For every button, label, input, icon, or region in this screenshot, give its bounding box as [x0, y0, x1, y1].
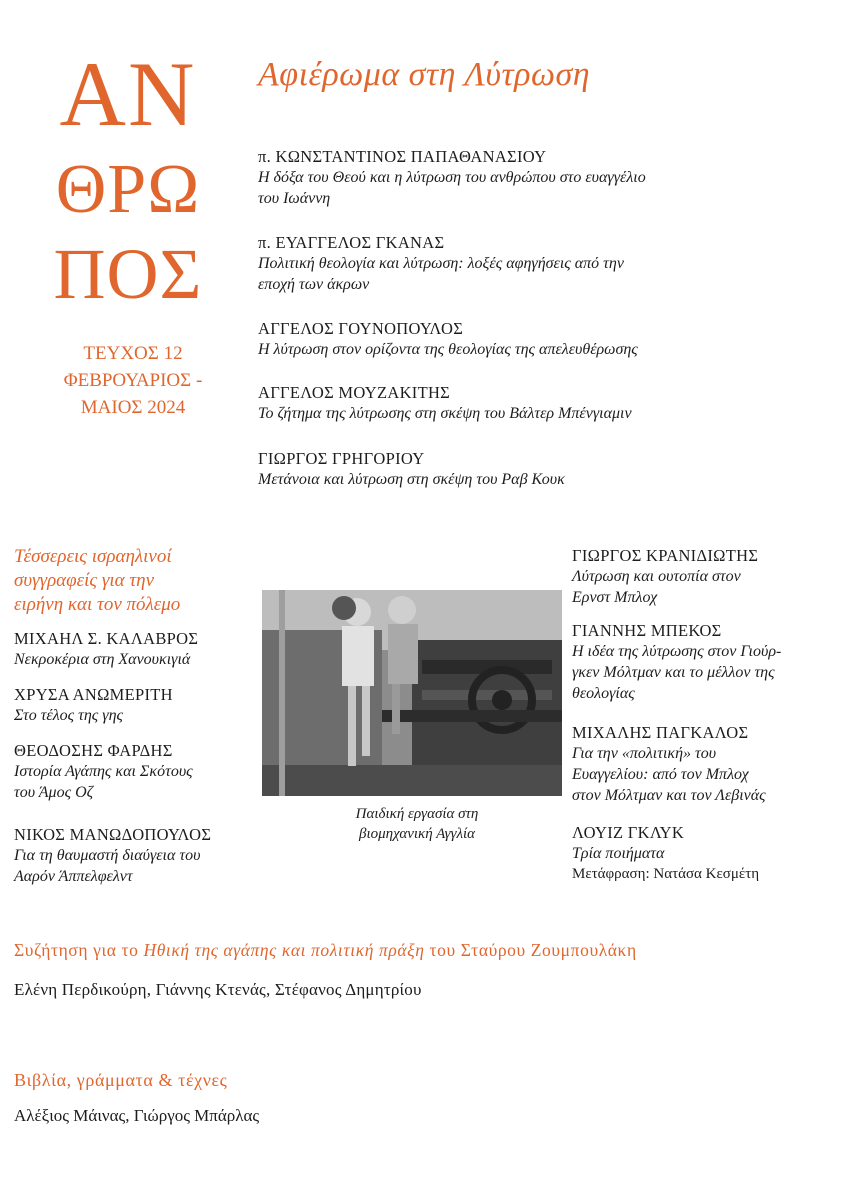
toc-entry	[14, 740, 256, 803]
entry-author: ΓΙΩΡΓΟΣ ΓΡΗΓΟΡΙΟΥ	[258, 449, 425, 468]
discussion-book: Ηθική της αγάπης και πολιτική πράξη	[143, 940, 425, 960]
entry-title-cont: Ευαγγελίου: από τον Μπλοχ	[572, 766, 749, 783]
entry-author: ΝΙΚΟΣ ΜΑΝΩΔΟΠΟΥΛΟΣ	[14, 825, 212, 844]
masthead-line-2: ΘΡΩ	[55, 151, 201, 228]
discussion-prefix: Συζήτηση για το	[14, 940, 144, 960]
issue-number: ΤΕΥΧΟΣ 12	[83, 343, 183, 364]
books-authors: Αλέξιος Μάινας, Γιώργος Μπάρλας	[14, 1106, 260, 1125]
entry-author: ΓΙΑΝΝΗΣ ΜΠΕΚΟΣ	[572, 621, 722, 640]
heading-line: συγγραφείς για την	[14, 570, 155, 591]
toc-entry	[258, 232, 818, 295]
toc-entry	[258, 318, 818, 360]
entry-title: Η λύτρωση στον ορίζοντα της θεολογίας της απελευθέρωσης	[258, 341, 638, 358]
photo-caption	[322, 804, 512, 844]
entry-title: Η δόξα του Θεού και η λύτρωση του ανθρώπου στο ευαγγέλιο	[258, 169, 646, 186]
discussion-participants: Ελένη Περδικούρη, Γιάννης Κτενάς, Στέφανος Δημητρίου	[14, 980, 422, 999]
entry-title-cont: του Άμος Οζ	[14, 784, 94, 801]
toc-entry	[258, 448, 818, 490]
left-section-heading	[14, 545, 254, 617]
entry-title-cont: εποχή των άκρων	[258, 276, 370, 293]
entry-author: ΜΙΧΑΗΛ Σ. ΚΑΛΑΒΡΟΣ	[14, 629, 199, 648]
discussion-title	[14, 940, 637, 961]
toc-entry	[572, 722, 820, 806]
issue-info	[58, 340, 208, 421]
toc-entry	[572, 822, 820, 885]
entry-title: Νεκροκέρια στη Χανουκιγιά	[14, 651, 191, 668]
toc-entry	[572, 545, 820, 608]
child-labour-photo	[262, 590, 562, 796]
entry-author: ΓΙΩΡΓΟΣ ΚΡΑΝΙΔΙΩΤΗΣ	[572, 546, 759, 565]
translator-note: Μετάφραση: Νατάσα Κεσμέτη	[572, 866, 760, 882]
entry-title-cont: Ααρόν Άππελφελντ	[14, 868, 133, 885]
entry-title: Πολιτική θεολογία και λύτρωση: λοξές αφηγήσεις από την	[258, 255, 624, 272]
entry-title: Η ιδέα της λύτρωσης στον Γιούρ-	[572, 643, 782, 660]
entry-author: ΑΓΓΕΛΟΣ ΜΟΥΖΑΚΙΤΗΣ	[258, 383, 451, 402]
section-title: Αφιέρωμα στη Λύτρωση	[258, 56, 591, 93]
entry-title-cont: γκεν Μόλτμαν και το μέλλον της	[572, 664, 775, 681]
entry-author: ΧΡΥΣΑ ΑΝΩΜΕΡΙΤΗ	[14, 685, 173, 704]
entry-title: Για τη θαυμαστή διαύγεια του	[14, 847, 201, 864]
heading-line: ειρήνη και τον πόλεμο	[14, 594, 181, 615]
masthead-line-3: ΠΟΣ	[53, 234, 203, 314]
toc-entry	[14, 824, 256, 887]
masthead-line-1: ΑΝ	[59, 43, 197, 145]
entry-title-cont: του Ιωάννη	[258, 190, 331, 207]
entry-author: ΛΟΥΙΖ ΓΚΛΥΚ	[572, 823, 685, 842]
toc-entry	[14, 684, 254, 726]
entry-author: ΑΓΓΕΛΟΣ ΓΟΥΝΟΠΟΥΛΟΣ	[258, 319, 464, 338]
entry-title-cont: Ερνστ Μπλοχ	[572, 589, 658, 606]
issue-months: ΦΕΒΡΟΥΑΡΙΟΣ -	[63, 370, 203, 391]
entry-author: π. ΚΩΝΣΤΑΝΤΙΝΟΣ ΠΑΠΑΘΑΝΑΣΙΟΥ	[258, 147, 547, 166]
entry-author: ΜΙΧΑΛΗΣ ΠΑΓΚΑΛΟΣ	[572, 723, 749, 742]
caption-line: Παιδική εργασία στη	[355, 806, 479, 822]
caption-line: βιομηχανική Αγγλία	[358, 826, 476, 842]
entry-title: Ιστορία Αγάπης και Σκότους	[14, 763, 193, 780]
toc-entry	[572, 620, 820, 704]
entry-title: Το ζήτημα της λύτρωσης στη σκέψη του Βάλτερ Μπένγιαμιν	[258, 405, 632, 422]
entry-title-cont: θεολογίας	[572, 685, 635, 702]
toc-entry	[258, 146, 818, 209]
entry-title: Για την «πολιτική» του	[572, 745, 717, 762]
photo-illustration	[262, 590, 562, 796]
entry-title-cont: στον Μόλτμαν και τον Λεβινάς	[572, 787, 766, 804]
heading-line: Τέσσερεις ισραηλινοί	[14, 546, 172, 567]
discussion-suffix: του Σταύρου Ζουμπουλάκη	[424, 940, 637, 960]
entry-author: π. ΕΥΑΓΓΕΛΟΣ ΓΚΑΝΑΣ	[258, 233, 445, 252]
entry-title: Τρία ποιήματα	[572, 845, 665, 862]
toc-entry	[258, 382, 818, 424]
entry-title: Στο τέλος της γης	[14, 707, 124, 724]
books-section-title: Βιβλία, γράμματα & τέχνες	[14, 1070, 228, 1090]
toc-entry	[14, 628, 254, 670]
issue-year: ΜΑΙΟΣ 2024	[80, 397, 186, 418]
entry-title: Λύτρωση και ουτοπία στον	[572, 568, 741, 585]
entry-author: ΘΕΟΔΟΣΗΣ ΦΑΡΔΗΣ	[14, 741, 173, 760]
entry-title: Μετάνοια και λύτρωση στη σκέψη του Ραβ Κουκ	[258, 471, 565, 488]
